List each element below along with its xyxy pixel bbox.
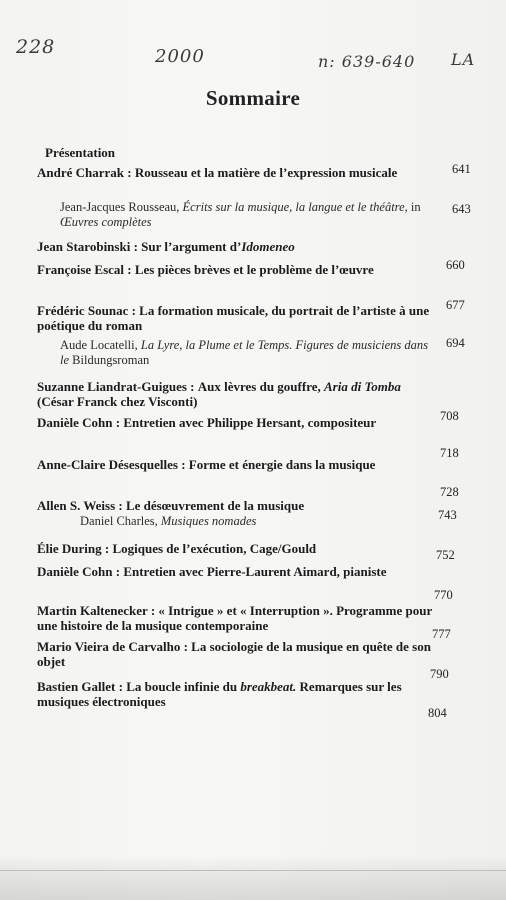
entry-author: Françoise Escal : <box>37 262 132 277</box>
page-edge-line <box>0 870 506 871</box>
page-number: 708 <box>440 409 459 423</box>
toc-entry <box>37 263 437 278</box>
toc-entry <box>37 416 437 431</box>
entry-title: Entretien avec Philippe Hersant, compositeur <box>123 415 377 430</box>
page-title: Sommaire <box>205 86 301 110</box>
page-number: 790 <box>430 667 449 681</box>
entry-author: Mario Vieira de Carvalho : <box>37 639 188 654</box>
page-number: 743 <box>438 508 457 522</box>
page-number: 728 <box>440 485 459 499</box>
toc-entry <box>37 565 437 580</box>
subentry-tail: in <box>410 200 421 214</box>
entry-title: Sur l’argument d’ <box>141 239 242 254</box>
toc-subentry <box>60 338 432 367</box>
entry-author: Jean Starobinski : <box>37 239 138 254</box>
toc-entry <box>37 542 437 557</box>
handwritten-note-left: 228 <box>16 36 56 58</box>
subentry-title: Musiques nomades <box>160 514 257 528</box>
entry-title: Forme et énergie dans la musique <box>188 457 376 472</box>
entry-title: Entretien avec Pierre-Laurent Aimard, pianiste <box>123 564 387 579</box>
page-number: 660 <box>446 258 465 272</box>
handwritten-note-year: 2000 <box>155 46 205 67</box>
entry-author: Allen S. Weiss : <box>37 498 123 513</box>
toc-entry <box>37 166 437 181</box>
toc-entry <box>37 499 437 514</box>
entry-author: André Charrak : <box>37 165 132 180</box>
toc-entry <box>37 240 437 255</box>
page-number: 718 <box>440 446 459 460</box>
entry-title: Les pièces brèves et le problème de l’œuvre <box>134 262 374 277</box>
toc-entry <box>37 458 437 473</box>
entry-author: Suzanne Liandrat-Guigues : <box>37 379 195 394</box>
entry-title: La boucle infinie du <box>126 679 238 694</box>
entry-author: Anne-Claire Désesquelles : <box>37 457 186 472</box>
page-number: 677 <box>446 298 465 312</box>
page-number: 777 <box>432 627 451 641</box>
entry-title: La sociologie de la musique en quête de son objet <box>37 639 431 669</box>
toc-subentry <box>80 514 452 529</box>
entry-title: Le désœuvrement de la musique <box>125 498 305 513</box>
page-number: 752 <box>436 548 455 562</box>
toc-entry <box>37 304 437 333</box>
entry-author: Danièle Cohn : <box>37 564 121 579</box>
entry-title: Logiques de l’exécution, Cage/Gould <box>112 541 317 556</box>
page-number: 641 <box>452 162 471 176</box>
subentry-title-2: Œuvres complètes <box>60 214 152 229</box>
entry-title-post: Remarques sur les musiques électroniques <box>37 679 402 709</box>
page-number: 770 <box>434 588 453 602</box>
entry-title: « Intrigue » et « Interruption ». Programme pour une histoire de la musique contemporaine <box>37 603 432 633</box>
entry-author: Danièle Cohn : <box>37 415 121 430</box>
toc-entry <box>37 604 437 633</box>
subentry-title: La Lyre, la Plume et le Temps. Figures de musiciens dans le <box>60 338 428 367</box>
toc-entry <box>37 680 437 709</box>
page-number: 643 <box>452 202 471 216</box>
entry-author: Frédéric Sounac : <box>37 303 136 318</box>
entry-author: Bastien Gallet : <box>37 679 123 694</box>
entry-title-italic: breakbeat. <box>240 679 297 694</box>
entry-title: Aux lèvres du gouffre, <box>197 379 321 394</box>
entry-title-italic: Aria di Tomba <box>324 379 401 394</box>
subentry-tail: Bildungsroman <box>72 352 150 367</box>
entry-author: Martin Kaltenecker : <box>37 603 156 618</box>
page-edge-shadow <box>0 855 506 900</box>
entry-author: Élie During : <box>37 541 110 556</box>
entry-title-post: (César Franck chez Visconti) <box>37 393 198 409</box>
page-number: 804 <box>428 706 447 720</box>
subentry-author: Aude Locatelli, <box>60 338 138 352</box>
page-number: 694 <box>446 336 465 350</box>
subentry-title: Écrits sur la musique, la langue et le théâtre, <box>182 200 408 214</box>
entry-title-italic: Idomeneo <box>241 239 295 254</box>
entry-title: La formation musicale, du portrait de l’artiste à une poétique du roman <box>37 303 430 333</box>
subentry-author: Jean-Jacques Rousseau, <box>60 200 180 214</box>
handwritten-note-ref: n: 639-640 <box>318 52 416 71</box>
toc-entry <box>37 380 437 409</box>
subentry-author: Daniel Charles, <box>80 514 158 528</box>
toc-subentry <box>60 200 432 229</box>
toc-entry <box>37 640 437 669</box>
entry-title: Rousseau et la matière de l’expression musicale <box>134 165 398 180</box>
presentation-heading: Présentation <box>45 145 116 160</box>
handwritten-note-right: LA <box>451 50 476 69</box>
